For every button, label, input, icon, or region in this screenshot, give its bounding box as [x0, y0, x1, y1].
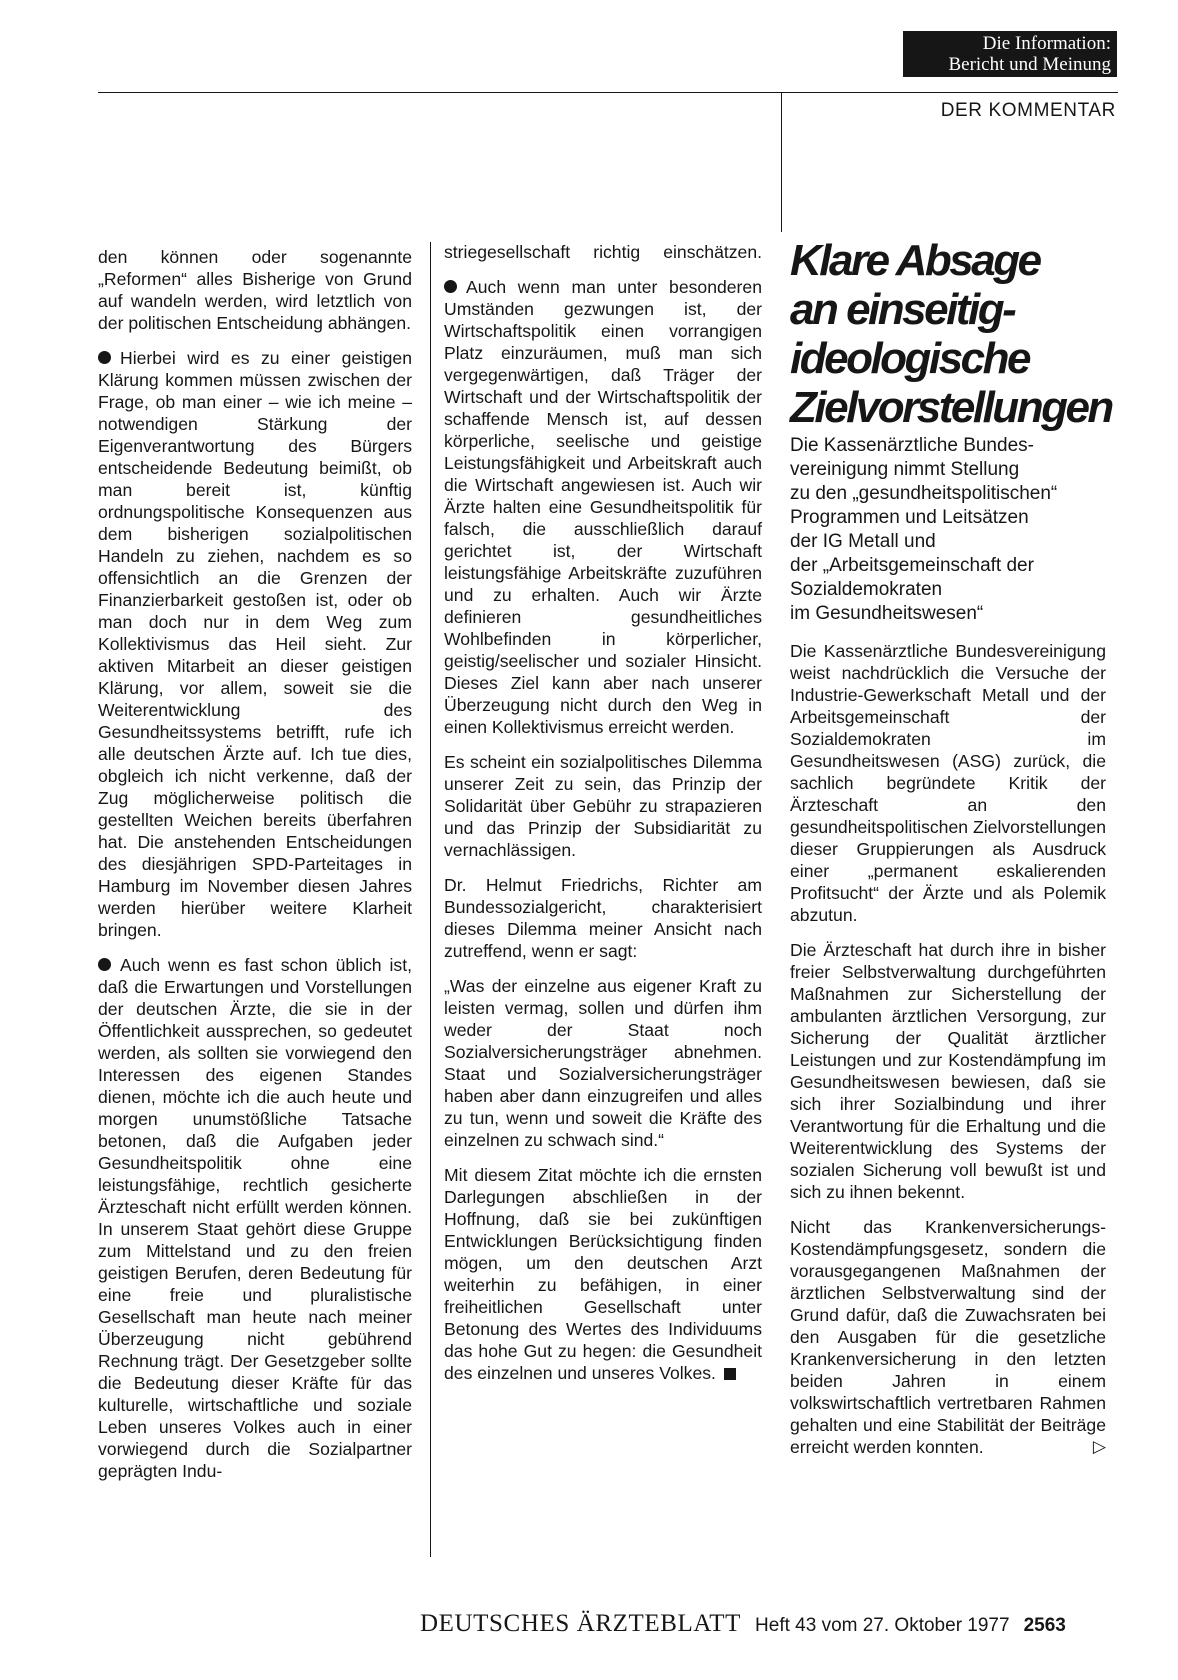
headline-line-1: Klare Absage: [790, 236, 1040, 285]
header-rule: [98, 92, 1118, 93]
deck-subtitle: [790, 434, 1120, 626]
bullet-icon: [98, 958, 111, 971]
col2-paragraph-3: Es scheint ein sozialpolitisches Dilemma unserer Zeit zu sein, das Prinzip der Solidarität über Gebühr zu strapazieren und das Prinzip der Subsidiarität zu vernachlässigen.: [444, 752, 762, 860]
end-mark-icon: [724, 1368, 736, 1380]
col2-paragraph-2-text: Auch wenn man unter besonderen Umständen gezwungen ist, der Wirtschaftspolitik einen vorrangigen Platz einzuräumen, muß man sich vergegenwärtigen, daß Träger der Wirtschaft und der Wirtschaftspolitik der schaffende Mensch ist, auf dessen körperliche, seelische und geistige Leistungsfähigkeit und Arbeitskraft auch die Wirtschaft angewiesen ist. Auch wir Ärzte halten eine Gesundheitspolitik für falsch, die ausschließlich darauf gerichtet ist, der Wirtschaft leistungsfähige Arbeitskräfte zuzuführen und zu erhalten. Auch wir Ärzte definieren gesundheitliches Wohlbefinden in körperlicher, geistig/seelischer und sozialer Hinsicht. Dieses Ziel kann aber nach unserer Überzeugung nicht durch den Weg in einen Kollektivismus erreicht werden.: [444, 277, 762, 737]
header-vertical-rule: [781, 92, 782, 232]
deck-line-1: Die Kassenärztliche Bundes-: [790, 435, 1034, 456]
deck-line-4: Programmen und Leitsätzen: [790, 507, 1029, 528]
col1-paragraph-2: [98, 347, 412, 941]
col2-paragraph-1: striegesellschaft richtig einschätzen.: [444, 242, 762, 262]
deck-line-6: der „Arbeitsgemeinschaft der: [790, 555, 1034, 576]
section-label: DER KOMMENTAR: [940, 100, 1116, 121]
publication-name: DEUTSCHES ÄRZTEBLATT: [420, 1610, 742, 1637]
deck-line-2: vereinigung nimmt Stellung: [790, 459, 1020, 480]
masthead-box: [903, 31, 1117, 77]
headline: [790, 236, 1120, 432]
col1-paragraph-1: den können oder sogenannte „Reformen“ alles Bisherige von Grund auf wandeln werden, wird letztlich von der politischen Entscheidung abhängen.: [98, 247, 412, 333]
masthead-line-1: Die Information:: [982, 33, 1111, 54]
deck-line-5: der IG Metall und: [790, 531, 936, 552]
col1-paragraph-2-text: Hierbei wird es zu einer geistigen Klärung kommen müssen zwischen der Frage, ob man einer – wie ich meine – notwendigen Stärkung der Eigenverantwortung des Bürgers entscheidende Bedeutung beimißt, ob man bereit ist, künftig ordnungspolitische Konsequenzen aus dem bisherigen sozialpolitischen Handeln zu ziehen, nachdem es so offensichtlich an die Grenzen der Finanzierbarkeit gestoßen ist, oder ob man doch nur in dem Weg zum Kollektivismus das Heil sieht. Zur aktiven Mitarbeit an dieser geistigen Klärung, vor allem, soweit sie die Weiterentwicklung des Gesundheitssystems betrifft, rufe ich alle deutschen Ärzte auf. Ich tue dies, obgleich ich nicht verkenne, daß der Zug möglicherweise politisch die gestellten Weichen bereits überfahren hat. Die anstehenden Entscheidungen des diesjährigen SPD-Parteitages in Hamburg im November diesen Jahres werden hierüber weitere Klarheit bringen.: [98, 348, 412, 940]
masthead-line-2: Bericht und Meinung: [948, 54, 1111, 75]
deck-line-3: zu den „gesundheitspolitischen“: [790, 483, 1058, 504]
col3-paragraph-1: Die Kassenärztliche Bundesvereinigung weist nachdrücklich die Versuche der Industrie-Gewerkschaft Metall und der Arbeitsgemeinschaft der Sozialdemokraten im Gesundheitswesen (ASG) zurück, die sachlich begründete Kritik der Ärzteschaft an den gesundheitspolitischen Zielvorstellungen dieser Gruppierungen als Ausdruck einer „permanent eskalierenden Profitsucht“ der Ärzte und als Polemik abzutun.: [790, 641, 1106, 925]
headline-line-3: ideologische: [790, 334, 1029, 383]
col3-paragraph-3: [790, 1216, 1106, 1458]
text-column-3: [790, 640, 1106, 1471]
col2-paragraph-6: [444, 1164, 762, 1384]
issue-date: Heft 43 vom 27. Oktober 1977: [755, 1615, 1010, 1636]
col2-paragraph-4: Dr. Helmut Friedrichs, Richter am Bundessozialgericht, charakterisiert dieses Dilemma meiner Ansicht nach zutreffend, wenn er sagt:: [444, 875, 762, 961]
text-column-2: [444, 241, 762, 1397]
col1-paragraph-3: [98, 954, 412, 1482]
col1-paragraph-3-text: Auch wenn es fast schon üblich ist, daß die Erwartungen und Vorstellungen der deutschen Ärzte, die sie in der Öffentlichkeit aussprechen, so gedeutet werden, als sollten sie vorwiegend den Interessen des eigenen Standes dienen, möchte ich die auch heute und morgen unumstößliche Tatsache betonen, daß die Aufgaben jeder Gesundheitspolitik ohne eine leistungsfähige, rechtlich gesicherte Ärzteschaft nicht erfüllt werden können. In unserem Staat gehört diese Gruppe zum Mittelstand und zu den freien geistigen Berufen, deren Bedeutung für eine freie und pluralistische Gesellschaft man heute nach meiner Überzeugung nicht gebührend Rechnung trägt. Der Gesetzgeber sollte die Bedeutung dieser Kräfte für das kulturelle, wirtschaftliche und soziale Leben unseres Volkes auch in einer vorwiegend durch die Sozialpartner geprägten Indu-: [98, 955, 412, 1481]
col3-paragraph-2: Die Ärzteschaft hat durch ihre in bisher freier Selbstverwaltung durchgeführten Maßnahmen zur Sicherstellung der ambulanten ärztlichen Versorgung, zur Sicherung der Qualität ärztlicher Leistungen und zur Kostendämpfung im Gesundheitswesen bewiesen, daß sie sich ihrer Sozialbindung und ihrer Verantwortung für die Erhaltung und die Weiterentwicklung des Systems der sozialen Sicherung voll bewußt ist und sich zu ihnen bekennt.: [790, 940, 1106, 1202]
headline-line-4: Zielvorstellungen: [790, 383, 1112, 432]
col2-paragraph-2: [444, 276, 762, 738]
deck-line-7: Sozialdemokraten: [790, 579, 943, 600]
page-footer: [420, 1610, 1120, 1638]
bullet-icon: [444, 280, 457, 293]
bullet-icon: [98, 351, 111, 364]
deck-line-8: im Gesundheitswesen“: [790, 603, 984, 624]
column-divider: [430, 242, 431, 1557]
continue-arrow-icon: ▷: [1092, 1437, 1106, 1456]
page-number: 2563: [1023, 1615, 1066, 1636]
col2-paragraph-5: „Was der einzelne aus eigener Kraft zu leisten vermag, sollen und dürfen ihm weder der Staat noch Sozialversicherungsträger abnehmen. Staat und Sozialversicherungsträger haben aber dann einzugreifen und alles zu tun, wenn und soweit die Kräfte des einzelnen zu schwach sind.“: [444, 976, 762, 1150]
text-column-1: [98, 246, 412, 1495]
col2-paragraph-6-text: Mit diesem Zitat möchte ich die ernsten Darlegungen abschließen in der Hoffnung, daß sie bei zukünftigen Entwicklungen Berücksichtigung finden mögen, um den deutschen Arzt weiterhin zu befähigen, in einer freiheitlichen Gesellschaft unter Betonung des Wertes des Individuums das hohe Gut zu hegen: die Gesundheit des einzelnen und unseres Volkes.: [444, 1165, 762, 1383]
col3-paragraph-3-text: Nicht das Krankenversicherungs-Kostendämpfungsgesetz, sondern die vorausgegangenen Maßnahmen der ärztlichen Selbstverwaltung sind der Grund dafür, daß die Zuwachsraten bei den Ausgaben für die gesetzliche Krankenversicherung in den letzten beiden Jahren in einem volkswirtschaftlich vertretbaren Rahmen gehalten und eine Stabilität der Beiträge erreicht werden konnten.: [790, 1217, 1106, 1457]
headline-line-2: an einseitig-: [790, 285, 1015, 334]
